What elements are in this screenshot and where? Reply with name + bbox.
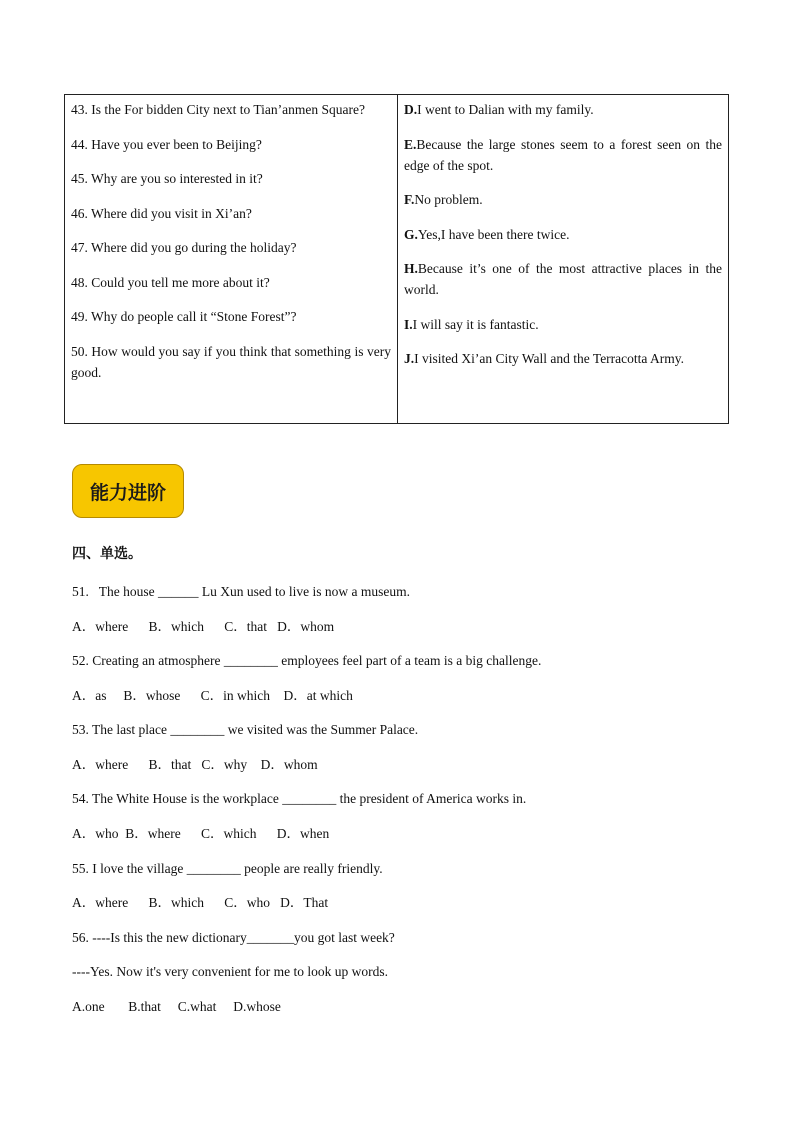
- question-item: 44. Have you ever been to Beijing?: [71, 136, 262, 152]
- answer-text: No problem.: [414, 192, 483, 207]
- question-item: 45. Why are you so interested in it?: [71, 171, 263, 186]
- question-55: 55. I love the village ________ people are really friendly.: [72, 861, 383, 876]
- question-51: 51. The house ______ Lu Xun used to live is now a museum.: [72, 584, 410, 599]
- answer-item: [404, 258, 722, 300]
- answer-item: [404, 134, 722, 176]
- answer-text: I will say it is fantastic.: [412, 316, 539, 332]
- answer-item: [404, 348, 722, 369]
- options-53: A．where B．that C．why D．whom: [72, 757, 318, 772]
- question-56: 56. ----Is this the new dictionary_______you got last week?: [72, 930, 395, 945]
- answer-item: [404, 314, 722, 335]
- options-51: A．where B．which C．that D．whom: [72, 619, 335, 634]
- options-52: A．as B．whose C．in which D．at which: [72, 688, 353, 703]
- question-item: 50. How would you say if you think that something is very good.: [71, 343, 391, 380]
- answer-item: [404, 189, 722, 210]
- question-item: 48. Could you tell me more about it?: [71, 274, 270, 290]
- answer-letter: I.: [404, 316, 413, 332]
- section-badge: 能力进阶: [72, 464, 184, 518]
- reply-56: ----Yes. Now it's very convenient for me to look up words.: [72, 964, 389, 979]
- answer-text: Yes,I have been there twice.: [417, 226, 570, 242]
- answer-letter: F.: [404, 192, 415, 207]
- questions-column: [65, 95, 398, 423]
- answer-letter: G.: [404, 226, 418, 242]
- answer-item: [404, 99, 722, 120]
- options-56: A.one B.that C.what D.whose: [72, 999, 281, 1014]
- answer-letter: H.: [404, 261, 418, 276]
- answer-letter: J.: [404, 351, 415, 366]
- options-54: A．who B．where C．which D．when: [72, 826, 330, 841]
- question-item: 49. Why do people call it “Stone Forest”?: [71, 309, 297, 324]
- question-item: 43. Is the For bidden City next to Tian’anmen Square?: [71, 102, 365, 117]
- answers-column: [398, 95, 728, 423]
- matching-table: [64, 94, 729, 424]
- options-55: A．where B．which C．who D．That: [72, 895, 329, 910]
- answer-item: [404, 224, 722, 245]
- answer-letter: E.: [404, 136, 417, 152]
- question-52: 52. Creating an atmosphere ________ employees feel part of a team is a big challenge.: [72, 653, 542, 668]
- question-item: 47. Where did you go during the holiday?: [71, 240, 297, 255]
- answer-text: I visited Xi’an City Wall and the Terracotta Army.: [414, 351, 685, 366]
- answer-text: I went to Dalian with my family.: [417, 102, 594, 117]
- question-item: 46. Where did you visit in Xi’an?: [71, 205, 252, 221]
- answer-letter: D.: [404, 102, 418, 117]
- question-54: 54. The White House is the workplace ________ the president of America works in.: [72, 791, 527, 806]
- question-53: 53. The last place ________ we visited was the Summer Palace.: [72, 722, 419, 737]
- answer-text: Because it’s one of the most attractive places in the world.: [404, 261, 722, 297]
- answer-text: Because the large stones seem to a forest seen on the edge of the spot.: [404, 136, 722, 173]
- section-title: 四、单选。: [72, 546, 142, 562]
